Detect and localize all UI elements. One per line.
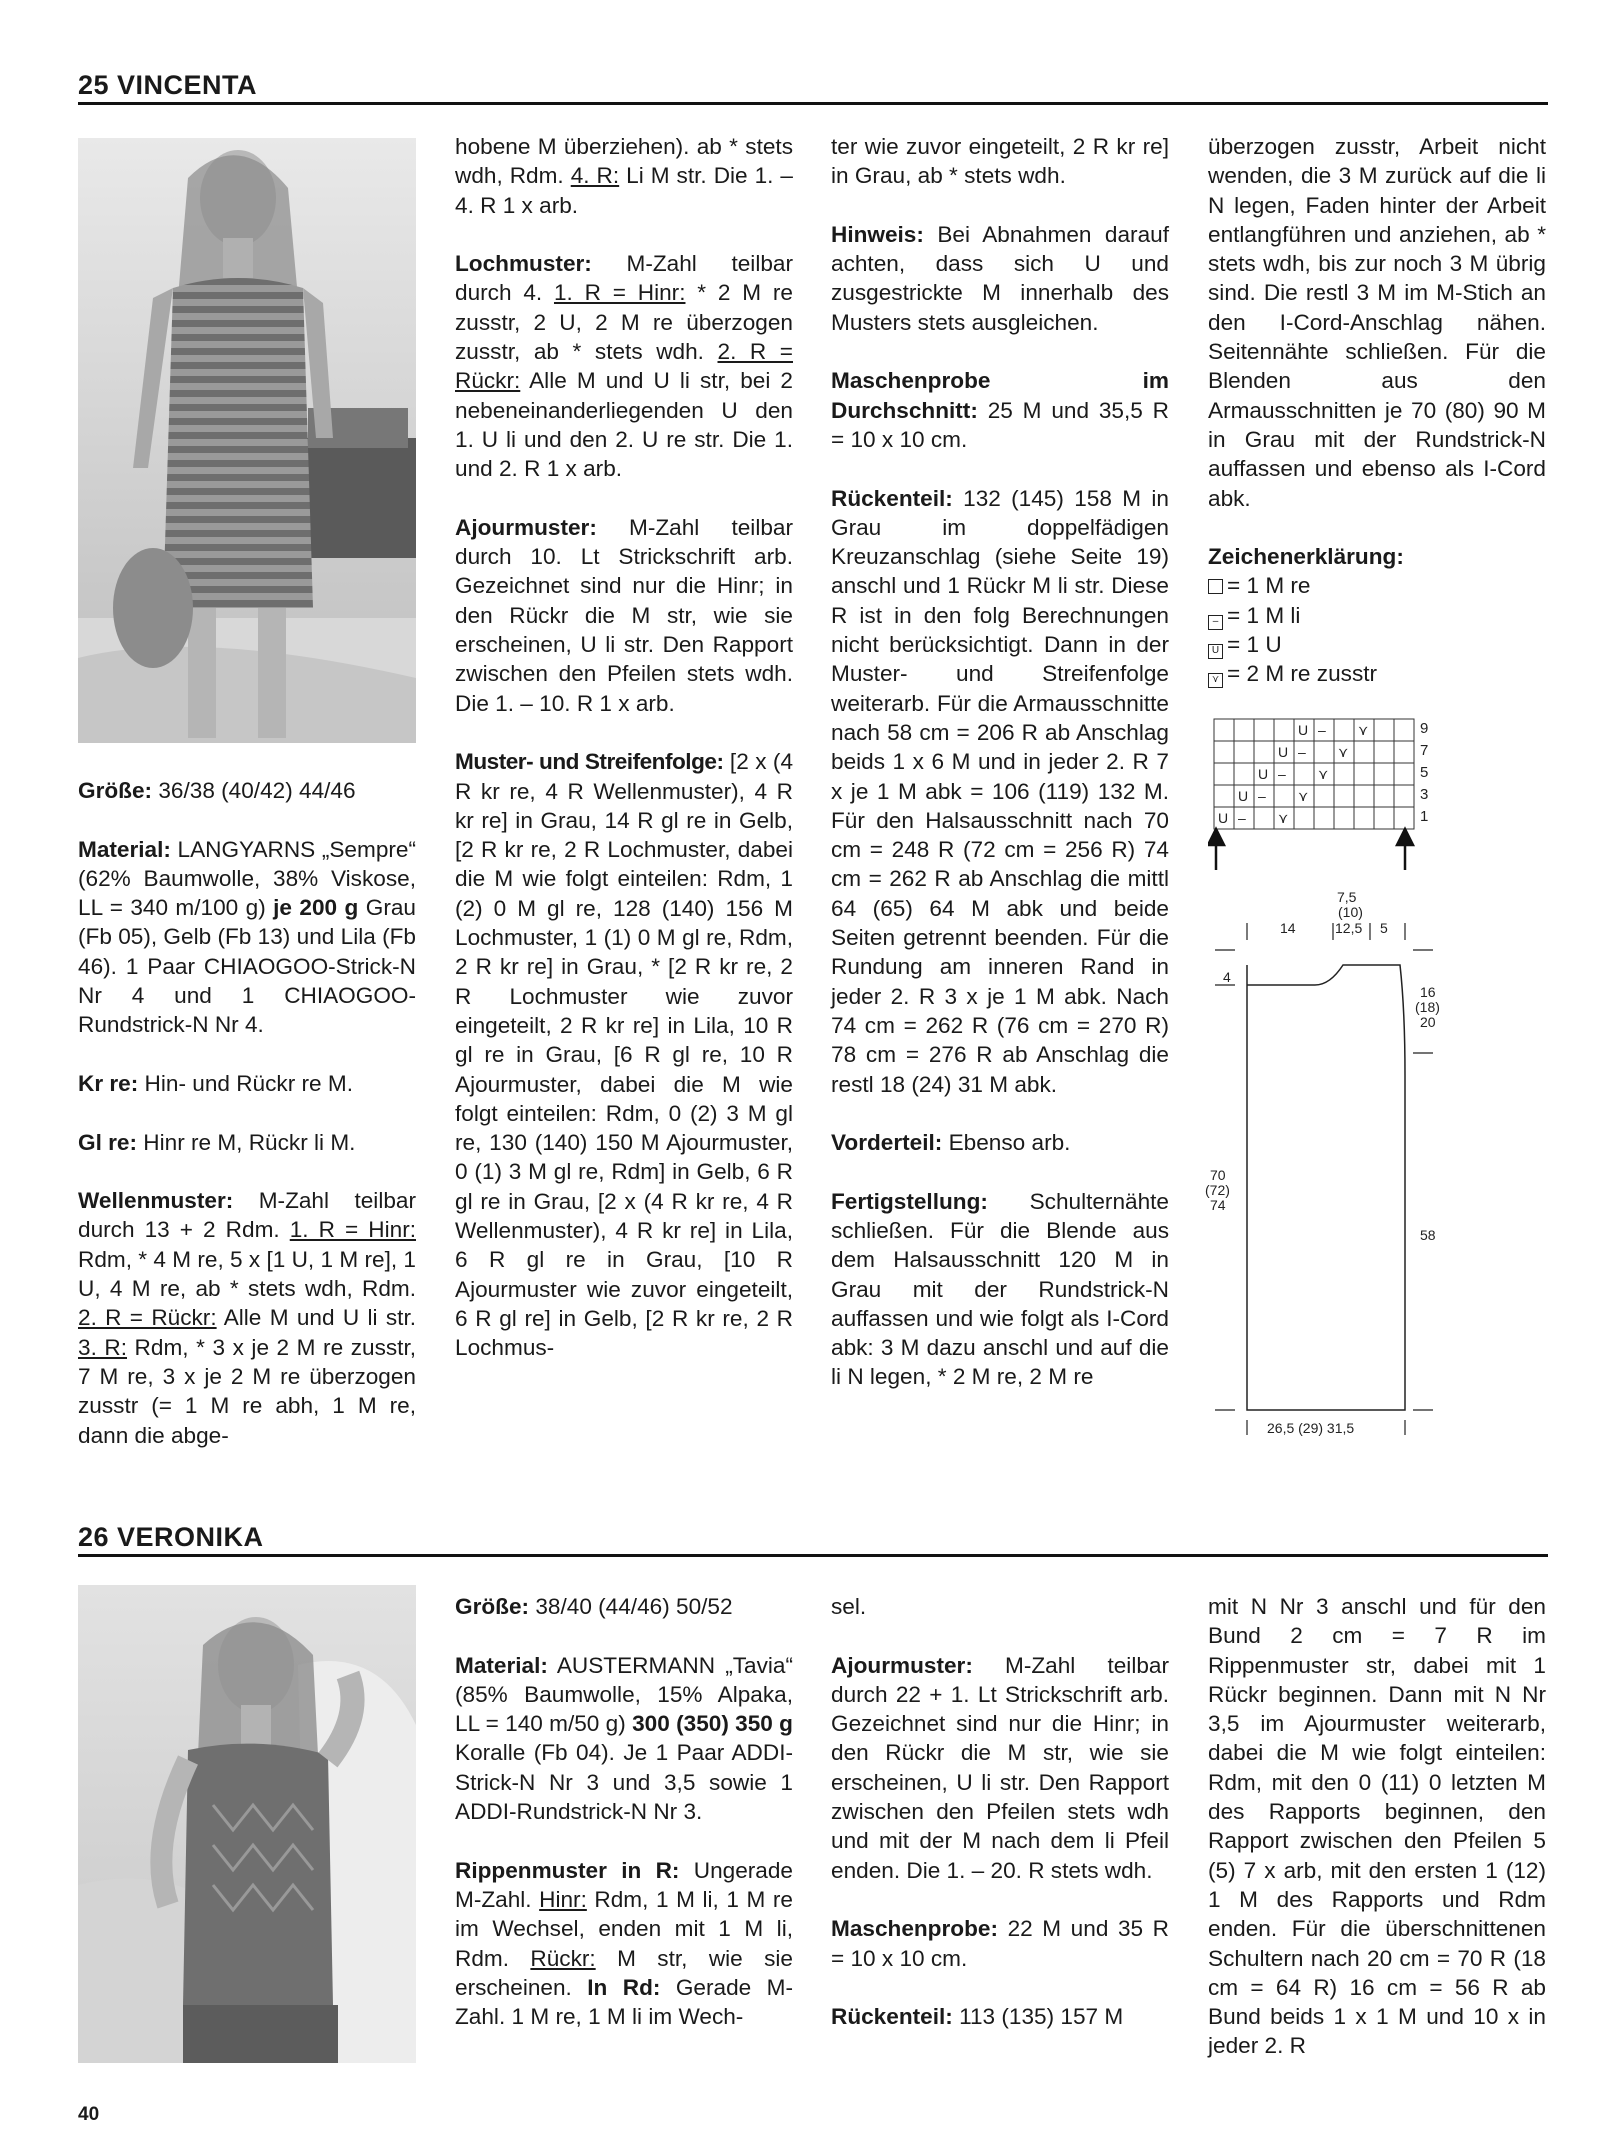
dim-7-5: 7,5	[1337, 890, 1357, 905]
wellen-row-2: 2. R = Rückr:	[78, 1305, 217, 1331]
dim-4: 4	[1223, 969, 1231, 985]
v-groesse-label: Größe:	[455, 1594, 530, 1619]
svg-text:⋎: ⋎	[1358, 722, 1369, 738]
wellen-text-d-part1: Rdm, * 3 x je 2 M re zusstr, 7 M re, 3 x je 2 M re überzogen zusstr (= 1 M re abh, 1 M re, dann die abge-	[78, 1334, 416, 1448]
ajour-knitting-chart	[1208, 715, 1448, 875]
krre-text: Hin- und Rückr re M.	[138, 1070, 353, 1096]
chart-row-9: 9	[1420, 720, 1429, 737]
fertig-label: Fertigstellung:	[831, 1188, 988, 1214]
v-probe-label: Maschenprobe:	[831, 1916, 998, 1942]
chart-row-3: 3	[1420, 786, 1429, 803]
chart-row-7: 7	[1420, 742, 1429, 759]
veronika-column-2	[455, 1592, 793, 2031]
loch-label: Lochmuster:	[455, 251, 592, 277]
material-text: LANGYARNS „Sempre“ (62% Baumwolle, 38% Viskose, LL = 340 m/100 g)	[78, 836, 416, 921]
svg-text:U: U	[1218, 810, 1229, 826]
hinweis-label: Hinweis:	[831, 221, 924, 247]
wellen-text-e: Li M str. Die 1. – 4. R 1 x arb.	[455, 163, 793, 218]
legend-row-k2tog	[1208, 659, 1546, 688]
vincenta-column-4: überzogen zusstr, Arbeit nicht wenden, die 3 M zurück auf die li N legen, Faden hinter der Arbeit entlangführen und anziehen, ab * stets wdh, bis zur noch 3 M übrig sind. Die restl 3 M im M-Stich an den I-Cord-Anschlag nähen. Seitennähte schließen. Für die Blenden aus den Armausschnitten je 70 (80) 90 M in Grau mit der Rundstrick-N auffassen und ebenso als I-Cord abk. Zeichenerklärung: = 1 M re – = 1 M li U = 1 U ⋎ = 2 M re zusstr	[1208, 132, 1546, 689]
groesse-text: 36/38 (40/42) 44/46	[152, 778, 356, 803]
chart-row-1: 1	[1420, 808, 1429, 825]
v-rueck-text-part1: 113 (135) 157 M	[952, 2004, 1124, 2030]
dim-18: (18)	[1415, 999, 1440, 1015]
wellen-text-c: Alle M und U li str.	[216, 1305, 416, 1331]
chart-symbols	[1218, 722, 1368, 826]
dim-5: 5	[1380, 920, 1388, 936]
ajour-label: Ajourmuster:	[455, 514, 597, 540]
svg-text:–: –	[1258, 788, 1266, 804]
svg-text:⋎: ⋎	[1318, 766, 1329, 782]
hinweis-text: Bei Abnahmen darauf achten, dass sich U und zusgestrickte M innerhalb des Musters stets ausgleichen.	[831, 221, 1169, 335]
svg-text:U: U	[1278, 744, 1289, 760]
v-rippen-rueckr: Rückr:	[530, 1945, 596, 1971]
photo-vincenta-illustration	[78, 138, 416, 743]
svg-text:⋎: ⋎	[1338, 744, 1349, 760]
v-rippen-hinr: Hinr:	[539, 1886, 587, 1912]
v-material-text-b: Koralle (Fb 04). Je 1 Paar ADDI-Strick-N Nr 3 und 3,5 sowie 1 ADDI-Rundstrick-N Nr 3.	[455, 1740, 793, 1825]
vincenta-column-1	[78, 776, 416, 1450]
v-rippen-text-b: Rdm, 1 M li, 1 M re im Wechsel, enden mit 1 M li, Rdm.	[455, 1886, 793, 1971]
svg-text:U: U	[1238, 788, 1249, 804]
vorder-text: Ebenso arb.	[942, 1130, 1071, 1156]
vincenta-column-3: ter wie zuvor eingeteilt, 2 R kr re] in Grau, ab * stets wdh. Hinweis: Bei Abnahmen darauf achten, dass sich U und zusgestrickte M innerhalb des Musters stets ausgleichen. Maschenprobe im Durchschnitt: 25 M und 35,5 R = 10 x 10 cm. Rückenteil: 132 (145) 158 M in Grau im doppelfädigen Kreuzanschlag (siehe Seite 19) anschl und 1 Rückr M li str. Diese R ist in den folg Berechnungen nicht berücksichtigt. Dann in der Muster- und Streifenfolge weiterarb. Für die Armausschnitte nach 58 cm = 206 R ab Anschlag beids 1 x 6 M und in jeder 2. R 7 x je 1 M abk = 106 (119) 132 M. Für den Halsausschnitt nach 70 cm = 248 R (72 cm = 256 R) 74 cm = 262 R ab Anschlag die mittl 64 (65) 64 M abk und beide Seiten getrennt beenden. Für die Rundung am inneren Rand in jeder 2. R 3 x je 1 M abk. Nach 74 cm = 262 R (76 cm = 270 R) 78 cm = 276 R ab Anschlag die restl 18 (24) 31 M abk. Vorderteil: Ebenso arb. Fertigstellung: Schulternähte schließen. Für die Blende aus dem Halsausschnitt 120 M in Grau mit der Rundstrick-N auffassen und wie folgt als I-Cord abk: 3 M dazu anschl und auf die li N legen, * 2 M re, 2 M re	[831, 134, 1169, 1390]
legend-yarnover-label: = 1 U	[1227, 632, 1282, 658]
krre-label: Kr re:	[78, 1070, 139, 1096]
yarnover-symbol-icon: U	[1208, 644, 1223, 659]
svg-text:⋎: ⋎	[1278, 810, 1289, 826]
loch-text-c: Alle M und U li str, bei 2 nebeneinanderliegenden U den 1. U li und den 2. U re str. Die 1. und 2. R 1 x arb.	[455, 368, 793, 482]
svg-text:U: U	[1298, 722, 1309, 738]
dim-70: 70	[1210, 1167, 1226, 1183]
page-number: 40	[78, 2104, 100, 2125]
material-label: Material:	[78, 836, 171, 862]
folge-label: Muster- und Streifenfolge:	[455, 749, 724, 775]
glre-label: Gl re:	[78, 1129, 138, 1155]
svg-text:–: –	[1278, 766, 1286, 782]
v-rippen-inrd: In Rd:	[587, 1974, 661, 2000]
v-rippen-text-d-part1: Gerade M-Zahl. 1 M re, 1 M li im Wech-	[455, 1974, 794, 2030]
wellen-label: Wellenmuster:	[78, 1188, 234, 1214]
k2tog-symbol-icon: ⋎	[1208, 673, 1223, 688]
dim-14: 14	[1280, 920, 1296, 936]
svg-text:–: –	[1318, 722, 1326, 738]
wellen-row-3: 3. R:	[78, 1334, 127, 1360]
wellen-text-b: Rdm, * 4 M re, 5 x [1 U, 1 M re], 1 U, 4 M re, ab * stets wdh, Rdm.	[78, 1246, 416, 1302]
rueck-text: 132 (145) 158 M in Grau im doppelfädigen Kreuzanschlag (siehe Seite 19) anschl und 1 Rückr M li str. Diese R ist in den folg Berechnungen nicht berücksichtigt. Dann in der Muster- und Streifenfolge weiterarb. Für die Armausschnitte nach 58 cm = 206 R ab Anschlag beids 1 x 6 M und in jeder 2. R 7 x je 1 M abk = 106 (119) 132 M. Für den Halsausschnitt nach 70 cm = 248 R (72 cm = 256 R) 74 cm = 262 R ab Anschlag die mittl 64 (65) 64 M abk und beide Seiten getrennt beenden. Für die Rundung am inneren Rand in jeder 2. R 3 x je 1 M abk. Nach 74 cm = 262 R (76 cm = 270 R) 78 cm = 276 R ab Anschlag die restl 18 (24) 31 M abk.	[831, 485, 1169, 1097]
garment-schematic	[1195, 890, 1465, 1450]
photo-veronika-illustration	[78, 1585, 416, 2063]
dim-72: (72)	[1205, 1182, 1230, 1198]
arrow-up-icon-left	[1208, 829, 1224, 845]
arrow-up-icon-right	[1397, 829, 1413, 845]
photo-vincenta	[78, 138, 416, 743]
svg-text:⋎: ⋎	[1298, 788, 1309, 804]
rueck-label: Rückenteil:	[831, 485, 953, 511]
loch-text-b: * 2 M re zusstr, 2 U, 2 M re überzogen zusstr, ab * stets wdh.	[455, 280, 793, 365]
veronika-column-3: sel. Ajourmuster: M-Zahl teilbar durch 22 + 1. Lt Strickschrift arb. Gezeichnet sind nur die Hinr; in den Rückr die M str, wie sie erscheinen, U li str. Den Rapport zwischen den Pfeilen stets wdh und mit der M nach dem li Pfeil enden. Die 1. – 20. R stets wdh. Maschenprobe: 22 M und 35 R = 10 x 10 cm. Rückenteil: 113 (135) 157 M	[831, 1594, 1169, 2030]
fertig-text-part1: Schulternähte schließen. Für die Blende aus dem Halsausschnitt 120 M in Grau mit der Rundstrick-N auffassen und wie folgt als I-Cord abk: 3 M dazu anschl und auf die li N legen, * 2 M re, 2 M re	[831, 1188, 1169, 1390]
legend-purl-label: = 1 M li	[1227, 602, 1301, 628]
legend-row-knit	[1208, 571, 1546, 600]
dim-12-5: 12,5	[1335, 920, 1363, 936]
dim-10: (10)	[1338, 904, 1363, 920]
v-groesse-text: 38/40 (44/46) 50/52	[529, 1594, 733, 1619]
v-rueck-label: Rückenteil:	[831, 2004, 953, 2030]
legend-knit-label: = 1 M re	[1227, 573, 1311, 599]
v-ajour-text: M-Zahl teilbar durch 22 + 1. Lt Strickschrift arb. Gezeichnet sind nur die Hinr; in den Rückr die M str, wie sie erscheinen, U li str. Den Rapport zwischen den Pfeilen stets wdh und mit der M nach dem li Pfeil enden. Die 1. – 20. R stets wdh.	[831, 1652, 1169, 1883]
material-amount: je 200 g	[273, 895, 359, 921]
svg-text:–: –	[1298, 744, 1306, 760]
v-rippen-label: Rippenmuster in R:	[455, 1857, 680, 1883]
folge-text-part1: [2 x (4 R kr re, 4 R Wellenmuster), 4 R kr re] in Grau, 14 R gl re in Gelb, [2 R kr re, 2 R Lochmuster, dabei die M wie folgt einteilen: Rdm, 1 (2) 0 M gl re, 128 (140) 156 M Lochmuster, 1 (1) 0 M gl re, Rdm, 2 R kr re] in Grau, * [2 R kr re, 2 R Lochmuster wie zuvor eingeteilt, 2 R kr re] in Lila, 10 R gl re in Grau, [6 R gl re, 10 R Ajourmuster, dabei die M wie folgt einteilen: Rdm, 0 (2) 3 M gl re, 130 (140) 150 M Ajourmuster, 0 (1) 3 M gl re, Rdm] in Gelb, 6 R gl re in Grau, [2 x (4 R kr re, 4 R Wellenmuster), 4 R kr re] in Lila, 6 R gl re in Grau, [10 R Ajourmuster wie zuvor eingeteilt, 6 R gl re] in Gelb, [2 R kr re, 2 R Lochmus-	[455, 749, 794, 1361]
legend-title: Zeichenerklärung:	[1208, 544, 1404, 570]
material-text-b: Grau (Fb 05), Gelb (Fb 13) und Lila (Fb 46). 1 Paar CHIAOGOO-Strick-N Nr 4 und 1 CHIAOGOO-Rundstrick-N Nr 4.	[78, 895, 416, 1038]
legend-row-yarnover	[1208, 630, 1546, 659]
chart-row-5: 5	[1420, 764, 1429, 781]
v-rippen-text-a: Ungerade M-Zahl.	[455, 1857, 794, 1912]
wellen-row-4: 4. R:	[570, 163, 620, 189]
photo-veronika	[78, 1585, 416, 2063]
schematic-outline	[1247, 965, 1405, 1410]
dim-16: 16	[1420, 984, 1436, 1000]
probe-text: 25 M und 35,5 R = 10 x 10 cm.	[831, 397, 1169, 452]
v-rippen-text-c: M str, wie sie erscheinen.	[455, 1945, 794, 2000]
ajour-text: M-Zahl teilbar durch 10. Lt Strickschrift arb. Gezeichnet sind nur die Hinr; in den Rückr die M str, wie sie erscheinen, U li str. Den Rapport zwischen den Pfeilen stets wdh. Die 1. – 10. R 1 x arb.	[455, 514, 793, 716]
v-probe-text: 22 M und 35 R = 10 x 10 cm.	[831, 1916, 1169, 1971]
dim-58: 58	[1420, 1227, 1436, 1243]
probe-label: Maschenprobe im Durchschnitt:	[831, 368, 1169, 423]
chart-arrows	[1208, 829, 1413, 870]
v-material-amount: 300 (350) 350 g	[632, 1711, 793, 1737]
vincenta-column-2: hobene M überziehen). ab * stets wdh, Rdm. 4. R: Li M str. Die 1. – 4. R 1 x arb. Lochmuster: M-Zahl teilbar durch 4. 1. R = Hinr: * 2 M re zusstr, 2 U, 2 M re überzogen zusstr, ab * stets wdh. 2. R = Rückr: Alle M und U li str, bei 2 nebeneinanderliegenden U den 1. U li und den 2. U re str. Die 1. und 2. R 1 x arb. Ajourmuster: M-Zahl teilbar durch 10. Lt Strickschrift arb. Gezeichnet sind nur die Hinr; in den Rückr die M str, wie sie erscheinen, U li str. Den Rapport zwischen den Pfeilen stets wdh. Die 1. – 10. R 1 x arb. Muster- und Streifenfolge: [2 x (4 R kr re, 4 R Wellenmuster), 4 R kr re] in Grau, 14 R gl re in Gelb, [2 R kr re, 2 R Lochmuster, dabei die M wie folgt einteilen: Rdm, 1 (2) 0 M gl re, 128 (140) 156 M Lochmuster, 1 (1) 0 M gl re, Rdm, 2 R kr re] in Grau, * [2 R kr re, 2 R Lochmuster wie zuvor eingeteilt, 2 R kr re] in Lila, 10 R gl re in Grau, [6 R gl re, 10 R Ajourmuster, dabei die M wie folgt einteilen: Rdm, 0 (2) 3 M gl re, 130 (140) 150 M Ajourmuster, 0 (1) 3 M gl re, Rdm] in Gelb, 6 R gl re in Grau, [2 x (4 R kr re, 4 R Wellenmuster), 4 R kr re] in Lila, 6 R gl re in Grau, [10 R Ajourmuster wie zuvor eingeteilt, 6 R gl re] in Gelb, [2 R kr re, 2 R Lochmus-	[455, 134, 794, 1361]
svg-text:U: U	[1258, 766, 1269, 782]
v-material-text-a: AUSTERMANN „Tavia“ (85% Baumwolle, 15% Alpaka, LL = 140 m/50 g)	[455, 1652, 793, 1737]
dim-74: 74	[1210, 1197, 1226, 1213]
loch-row-1: 1. R = Hinr:	[553, 280, 686, 306]
knit-symbol-icon	[1208, 579, 1223, 594]
section-title-vincenta: 25 VINCENTA	[78, 70, 1548, 105]
glre-text: Hinr re M, Rückr li M.	[137, 1129, 356, 1155]
loch-text-a: M-Zahl teilbar durch 4.	[455, 251, 793, 306]
dim-20: 20	[1420, 1014, 1436, 1030]
section-title-veronika: 26 VERONIKA	[78, 1522, 1548, 1557]
loch-row-2: 2. R = Rückr:	[455, 339, 793, 394]
wellen-row-1: 1. R = Hinr:	[289, 1217, 416, 1243]
groesse-label: Größe:	[78, 778, 153, 803]
veronika-column-4: mit N Nr 3 anschl und für den Bund 2 cm = 7 R im Rippenmuster str, dabei mit 1 Rückr beginnen. Dann mit N Nr 3,5 im Ajourmuster weiterarb, dabei die M wie folgt einteilen: Rdm, mit den 0 (11) 0 letzten M des Rapports beginnen, den Rapport zwischen den Pfeilen 5 (5) 7 x arb, mit den ersten 1 (12) 1 M des Rapports und Rdm enden. Für die überschnittenen Schultern nach 20 cm = 70 R (18 cm = 64 R) 16 cm = 56 R ab Bund beids 1 x 1 M und 10 x in jeder 2. R	[1208, 1594, 1546, 2059]
dim-width: 26,5 (29) 31,5	[1267, 1420, 1355, 1436]
wellen-text-a: M-Zahl teilbar durch 13 + 2 Rdm.	[78, 1188, 416, 1243]
v-ajour-label: Ajourmuster:	[831, 1652, 973, 1678]
svg-text:–: –	[1238, 810, 1246, 826]
chart-row-numbers	[1420, 720, 1428, 825]
legend-row-purl	[1208, 601, 1546, 630]
purl-symbol-icon: –	[1208, 615, 1223, 630]
vorder-label: Vorderteil:	[831, 1130, 943, 1156]
legend-k2tog-label: = 2 M re zusstr	[1227, 661, 1378, 687]
v-material-label: Material:	[455, 1652, 548, 1678]
